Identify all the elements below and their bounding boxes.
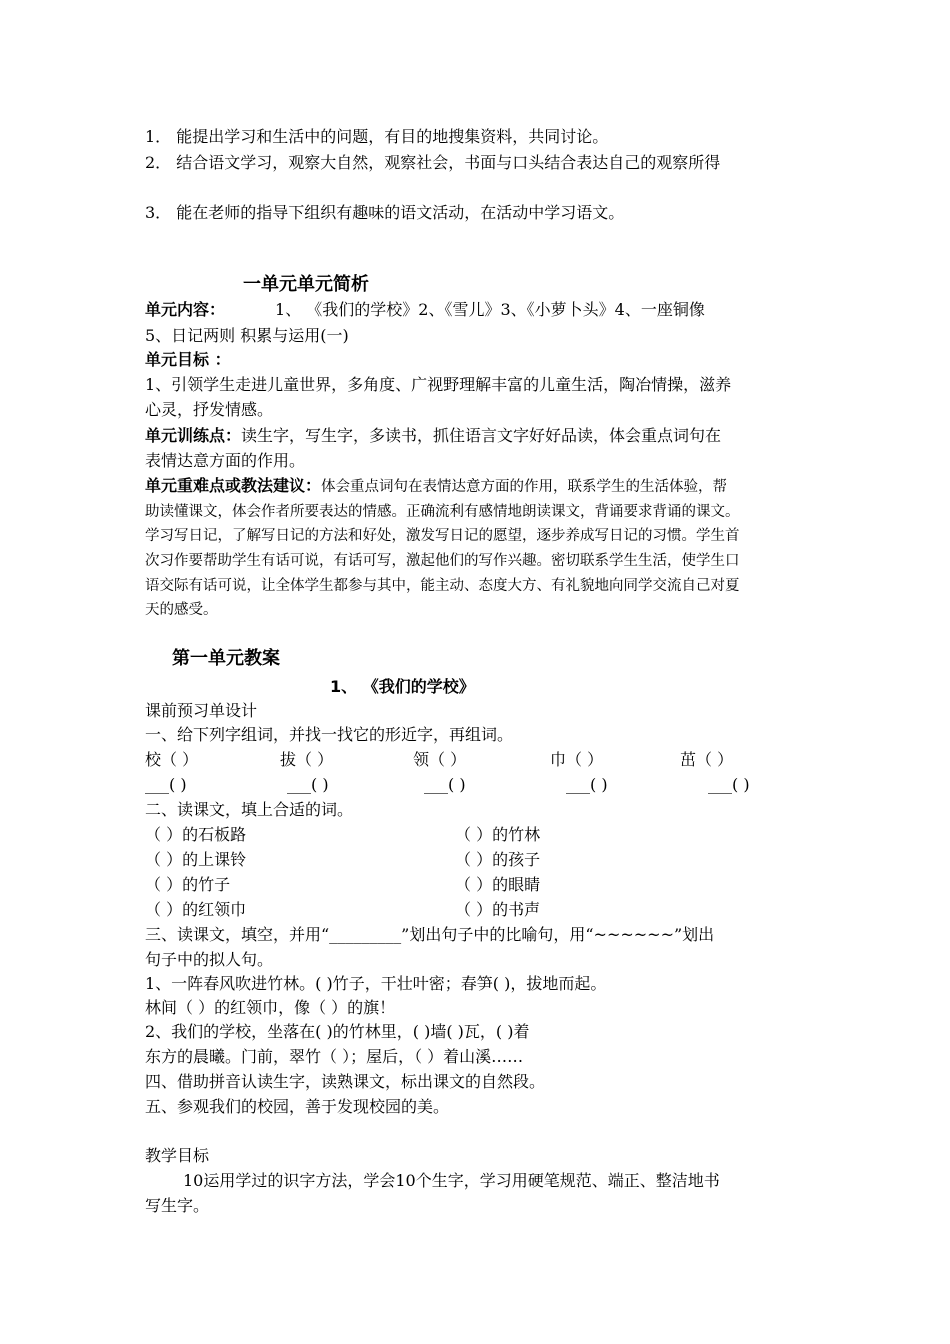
unit-content-text: 1、 《我们的学校》2、《雪儿》3、《小萝卜头》4、一座铜像 xyxy=(275,300,705,319)
unit-objective-line: 1、引领学生走进儿童世界，多角度、广视野理解丰富的儿童生活，陶冶情操，滋养 xyxy=(145,375,732,394)
unit-difficulty-line: 天的感受。 xyxy=(145,602,218,618)
question-3-cont: 句子中的拟人句。 xyxy=(145,950,274,969)
char-item: 校（ ） xyxy=(145,750,199,769)
teaching-goal-line: 写生字。 xyxy=(145,1196,210,1215)
preview-title: 课前预习单设计 xyxy=(145,701,258,720)
teaching-goal-title: 教学目标 xyxy=(145,1146,210,1165)
char-item: 拔（ ） xyxy=(280,750,334,769)
unit-summary-title: 一单元单元简析 xyxy=(243,274,369,295)
unit-difficulty-line: 语交际有话可说，让全体学生都参与其中，能主动、态度大方、有礼貌地向同学交流自己对夏 xyxy=(145,578,740,594)
char-item: 茁（ ） xyxy=(680,750,734,769)
phrase-right: （ ）的竹林 xyxy=(455,825,541,844)
question-3: 三、读课文，填空，并用“_________”划出句子中的比喻句，用“~~~~~~”划出 xyxy=(145,925,715,944)
unit-difficulty-text: 体会重点词句在表情达意方面的作用，联系学生的生活体验，帮 xyxy=(321,479,728,495)
unit-plan-title: 第一单元教案 xyxy=(172,648,280,669)
goal-line: 3． 能在老师的指导下组织有趣味的语文活动，在活动中学习语文。 xyxy=(145,203,625,222)
unit-content-line xyxy=(145,300,705,320)
phrase-left: （ ）的红领巾 xyxy=(145,900,247,919)
unit-objective-line: 心灵，抒发情感。 xyxy=(145,400,274,419)
char-item: 巾（ ） xyxy=(550,750,604,769)
blank-item: ___( ) xyxy=(708,775,750,794)
char-item: 领（ ） xyxy=(413,750,467,769)
blank-item: ___( ) xyxy=(287,775,329,794)
phrase-right: （ ）的孩子 xyxy=(455,850,541,869)
question-2: 二、读课文，填上合适的词。 xyxy=(145,800,354,819)
sentence-2-cont: 东方的晨曦。门前，翠竹（ ）；屋后，（ ）着山溪…… xyxy=(145,1047,524,1066)
question-1: 一、给下列字组词，并找一找它的形近字，再组词。 xyxy=(145,725,514,744)
unit-difficulty-line: 学习写日记，了解写日记的方法和好处，激发写日记的愿望，逐步养成写日记的习惯。学生首 xyxy=(145,528,740,544)
phrase-left: （ ）的上课铃 xyxy=(145,850,247,869)
phrase-right: （ ）的眼睛 xyxy=(455,875,541,894)
question-4: 四、借助拼音认读生字，读熟课文，标出课文的自然段。 xyxy=(145,1072,546,1091)
blank-item: ___( ) xyxy=(424,775,466,794)
phrase-left: （ ）的石板路 xyxy=(145,825,247,844)
unit-training-line xyxy=(145,426,721,446)
question-5: 五、参观我们的校园，善于发现校园的美。 xyxy=(145,1097,450,1116)
sentence-1-cont: 林间（ ）的红领巾，像（ ）的旗！ xyxy=(145,998,396,1017)
goal-line: 2． 结合语文学习，观察大自然，观察社会，书面与口头结合表达自己的观察所得 xyxy=(145,153,721,172)
unit-content-line-2: 5、日记两则 积累与运用(一) xyxy=(145,326,349,345)
phrase-left: （ ）的竹子 xyxy=(145,875,231,894)
sentence-1: 1、一阵春风吹进竹林。( )竹子，干壮叶密；春笋( )，拔地而起。 xyxy=(145,974,607,993)
unit-training-label: 单元训练点： xyxy=(145,426,242,445)
unit-difficulty-line: 次习作要帮助学生有话可说，有话可写，激起他们的写作兴趣。密切联系学生生活，使学生口 xyxy=(145,553,740,569)
unit-training-text: 读生字，写生字，多读书，抓住语言文字好好品读，体会重点词句在 xyxy=(241,426,722,445)
unit-content-label: 单元内容： xyxy=(145,300,226,319)
blank-item: ___( ) xyxy=(566,775,608,794)
unit-objective-label: 单元目标 ： xyxy=(145,350,231,369)
unit-training-line-2: 表情达意方面的作用。 xyxy=(145,451,306,470)
teaching-goal-line: 10运用学过的识字方法，学会10个生字，学习用硬笔规范、端正、整洁地书 xyxy=(183,1171,720,1190)
unit-difficulty-line xyxy=(145,476,727,497)
phrase-right: （ ）的书声 xyxy=(455,900,541,919)
blank-item: ___( ) xyxy=(145,775,187,794)
lesson-title: 1、 《我们的学校》 xyxy=(330,677,475,696)
unit-difficulty-label: 单元重难点或教法建议： xyxy=(145,476,322,495)
goal-line: 1． 能提出学习和生活中的问题，有目的地搜集资料，共同讨论。 xyxy=(145,127,609,146)
sentence-2: 2、我们的学校，坐落在( )的竹林里，( )墙( )瓦，( )着 xyxy=(145,1022,530,1041)
unit-difficulty-line: 助读懂课文，体会作者所要表达的情感。正确流利有感情地朗读课文，背诵要求背诵的课文。 xyxy=(145,504,740,520)
